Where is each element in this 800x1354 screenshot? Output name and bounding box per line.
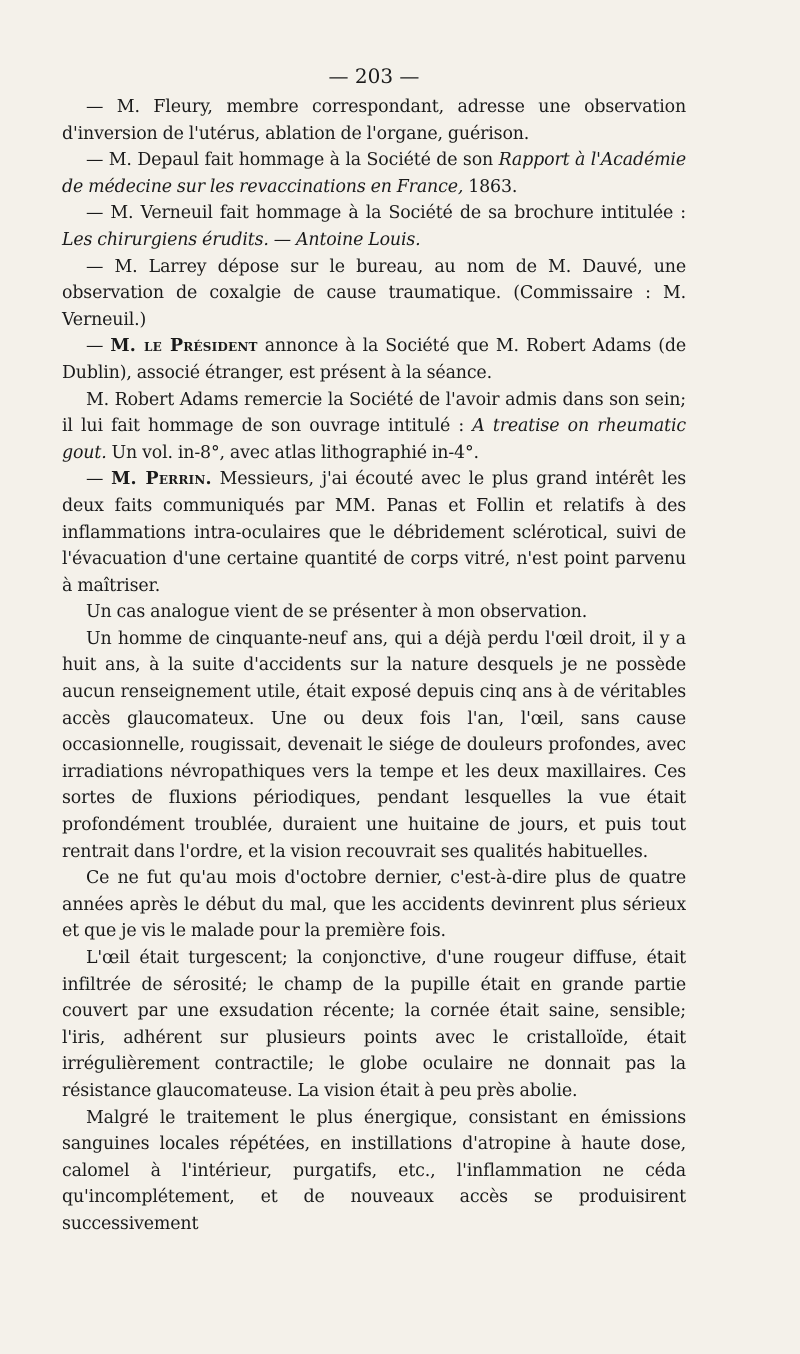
verneuil-brochure-title: Les chirurgiens érudits. — Antoine Louis. [62, 229, 421, 250]
depaul-report-title: Rapport à l'Académie de médecine sur les revaccinations en France, [62, 150, 686, 197]
paragraph-adams: M. Robert Adams remercie la Société de l'avoir admis dans son sein; il lui fait hommage de son ouvrage intitulé : A treatise on rheumatic gout. Un vol. in-8°, avec atlas lithographié in-4°. [62, 389, 686, 463]
body-text [62, 94, 686, 1238]
speaker-perrin: M. Perrin. [111, 469, 212, 490]
paragraph-verneuil: — M. Verneuil fait hommage à la Société de sa brochure intitulée : Les chirurgiens érudits. — Antoine Louis. [62, 203, 686, 250]
paragraph-treatment: Malgré le traitement le plus énergique, consistant en émissions sanguines locales répétées, en instillations d'atropine à haute dose, calomel à l'intérieur, purgatifs, etc., l'inflammation ne céda qu'incomplétement, et de nouveaux accès se produisirent successivement [62, 1107, 686, 1234]
paragraph-october: Ce ne fut qu'au mois d'octobre dernier, c'est-à-dire plus de quatre années après le début du mal, que les accidents devinrent plus sérieux et que je vis le malade pour la première fois. [62, 868, 686, 942]
adams-book-title: A treatise on rheumatic gout. [62, 416, 686, 463]
speaker-president: M. le Président [110, 336, 258, 357]
paragraph-president: — M. le Président annonce à la Société que M. Robert Adams (de Dublin), associé étranger, est présent à la séance. [62, 336, 686, 383]
paragraph-eye-state: L'œil était turgescent; la conjonctive, d'une rougeur diffuse, était infiltrée de sérosité; le champ de la pupille était en grande partie couvert par une exsudation récente; la cornée était saine, sensible; l'iris, adhérent sur plusieurs points avec le cristalloïde, était irrégulièrement contractile; le globe oculaire ne donnait pas la résistance glaucomateuse. La vision était à peu près abolie. [62, 948, 686, 1101]
document-page [62, 62, 686, 1238]
paragraph-depaul: — M. Depaul fait hommage à la Société de son Rapport à l'Académie de médecine sur les revaccinations en France, 1863. [62, 150, 686, 197]
page-number: — 203 — [328, 64, 420, 88]
paragraph-perrin: — M. Perrin. Messieurs, j'ai écouté avec le plus grand intérêt les deux faits communiqués par MM. Panas et Follin et relatifs à des inflammations intra-oculaires que le débridement sclérotical, suivi de l'évacuation d'une certaine quantité de corps vitré, n'est point parvenu à maîtriser. [62, 469, 687, 596]
paragraph-fleury: — M. Fleury, membre correspondant, adresse une observation d'inversion de l'utérus, ablation de l'organe, guérison. [62, 97, 686, 144]
paragraph-patient-history: Un homme de cinquante-neuf ans, qui a déjà perdu l'œil droit, il y a huit ans, à la suite d'accidents sur la nature desquels je ne possède aucun renseignement utile, était exposé depuis cinq ans à de véritables accès glaucomateux. Une ou deux fois l'an, l'œil, sans cause occasionnelle, rougissait, devenait le siége de douleurs profondes, avec irradiations névropathiques vers la tempe et les deux maxillaires. Ces sortes de fluxions périodiques, pendant lesquelles la vue était profondément troublée, duraient une huitaine de jours, et puis tout rentrait dans l'ordre, et la vision recouvrait ses qualités habituelles. [62, 628, 686, 862]
paragraph-larrey: — M. Larrey dépose sur le bureau, au nom de M. Dauvé, une observation de coxalgie de cause traumatique. (Commissaire : M. Verneuil.) [62, 256, 686, 330]
paragraph-analogous-case: Un cas analogue vient de se présenter à mon observation. [86, 602, 588, 623]
